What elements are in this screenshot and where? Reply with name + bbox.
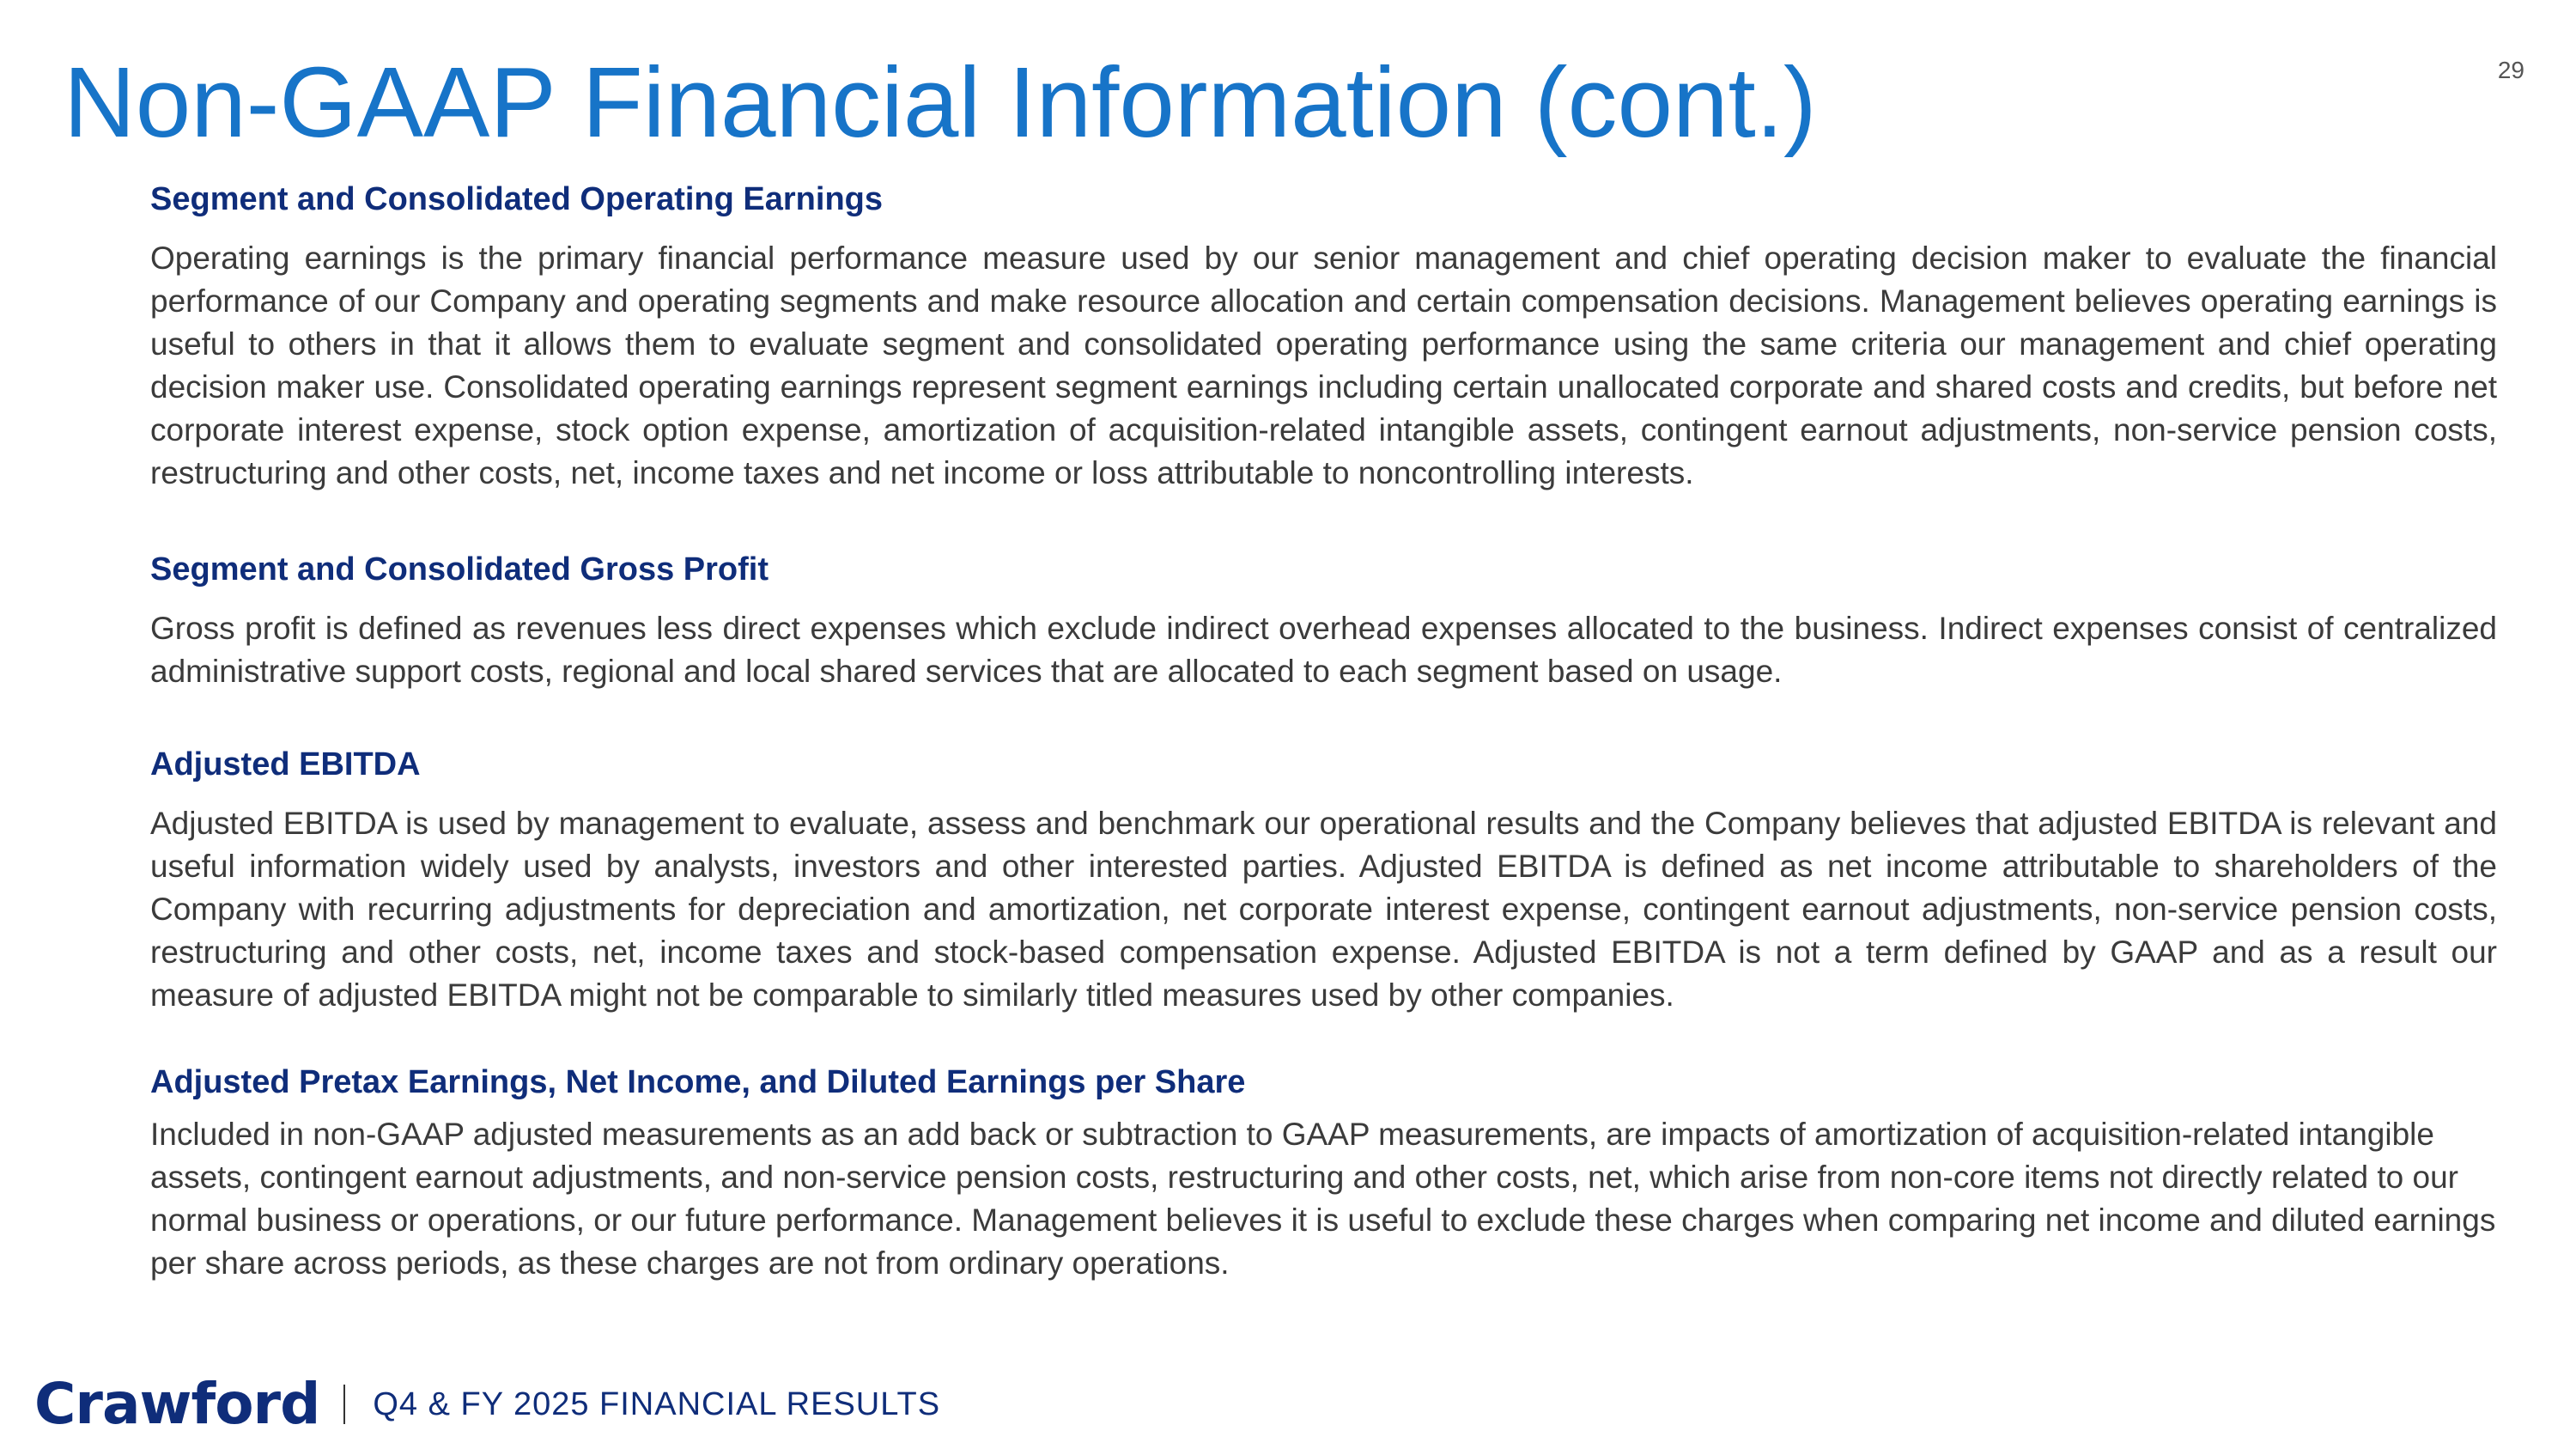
section-heading: Segment and Consolidated Operating Earnings (150, 181, 883, 217)
section-operating-earnings (150, 180, 2497, 495)
section-adjusted-pretax-earnings (150, 1063, 2497, 1285)
section-adjusted-ebitda (150, 746, 2497, 1017)
section-heading: Adjusted EBITDA (150, 746, 421, 782)
section-heading: Adjusted Pretax Earnings, Net Income, and Diluted Earnings per Share (150, 1064, 1246, 1100)
crawford-logo: Crawford (34, 1371, 320, 1437)
section-body: Operating earnings is the primary financial performance measure used by our senior management and chief operating decision maker to evaluate the financial performance of our Company and operating segments and make resource allocation and certain compensation decisions. Management believes operating earnings is useful to others in that it allows them to evaluate segment and consolidated operating performance using the same criteria our management and chief operating decision maker use. Consolidated operating earnings represent segment earnings including certain unallocated corporate and shared costs and credits, but before net corporate interest expense, stock option expense, amortization of acquisition-related intangible assets, contingent earnout adjustments, non-service pension costs, restructuring and other costs, net, income taxes and net income or loss attributable to noncontrolling interests. (150, 240, 2497, 490)
section-body: Included in non-GAAP adjusted measurements as an add back or subtraction to GAAP measurements, are impacts of amortization of acquisition-related intangible assets, contingent earnout adjustments, and non-service pension costs, restructuring and other costs, net, which arise from non-core items not directly related to our normal business or operations, or our future performance. Management believes it is useful to exclude these charges when comparing net income and diluted earnings per share across periods, as these charges are not from ordinary operations. (150, 1116, 2496, 1281)
section-body: Gross profit is defined as revenues less direct expenses which exclude indirect overhead expenses allocated to the business. Indirect expenses consist of centralized administrative support costs, regional and local shared services that are allocated to each segment based on usage. (150, 610, 2497, 689)
section-gross-profit (150, 551, 2497, 693)
footer-caption: Q4 & FY 2025 FINANCIAL RESULTS (373, 1385, 941, 1422)
footer (34, 1370, 940, 1439)
page-number: 29 (2497, 57, 2524, 83)
page-title: Non-GAAP Financial Information (cont.) (64, 46, 1817, 158)
section-heading: Segment and Consolidated Gross Profit (150, 551, 769, 588)
section-body: Adjusted EBITDA is used by management to evaluate, assess and benchmark our operational results and the Company believes that adjusted EBITDA is relevant and useful information widely used by analysts, investors and other interested parties. Adjusted EBITDA is defined as net income attributable to shareholders of the Company with recurring adjustments for depreciation and amortization, net corporate interest expense, contingent earnout adjustments, non-service pension costs, restructuring and other costs, net, income taxes and stock-based compensation expense. Adjusted EBITDA is not a term defined by GAAP and as a result our measure of adjusted EBITDA might not be comparable to similarly titled measures used by other companies. (150, 805, 2497, 1013)
footer-divider (343, 1385, 345, 1424)
